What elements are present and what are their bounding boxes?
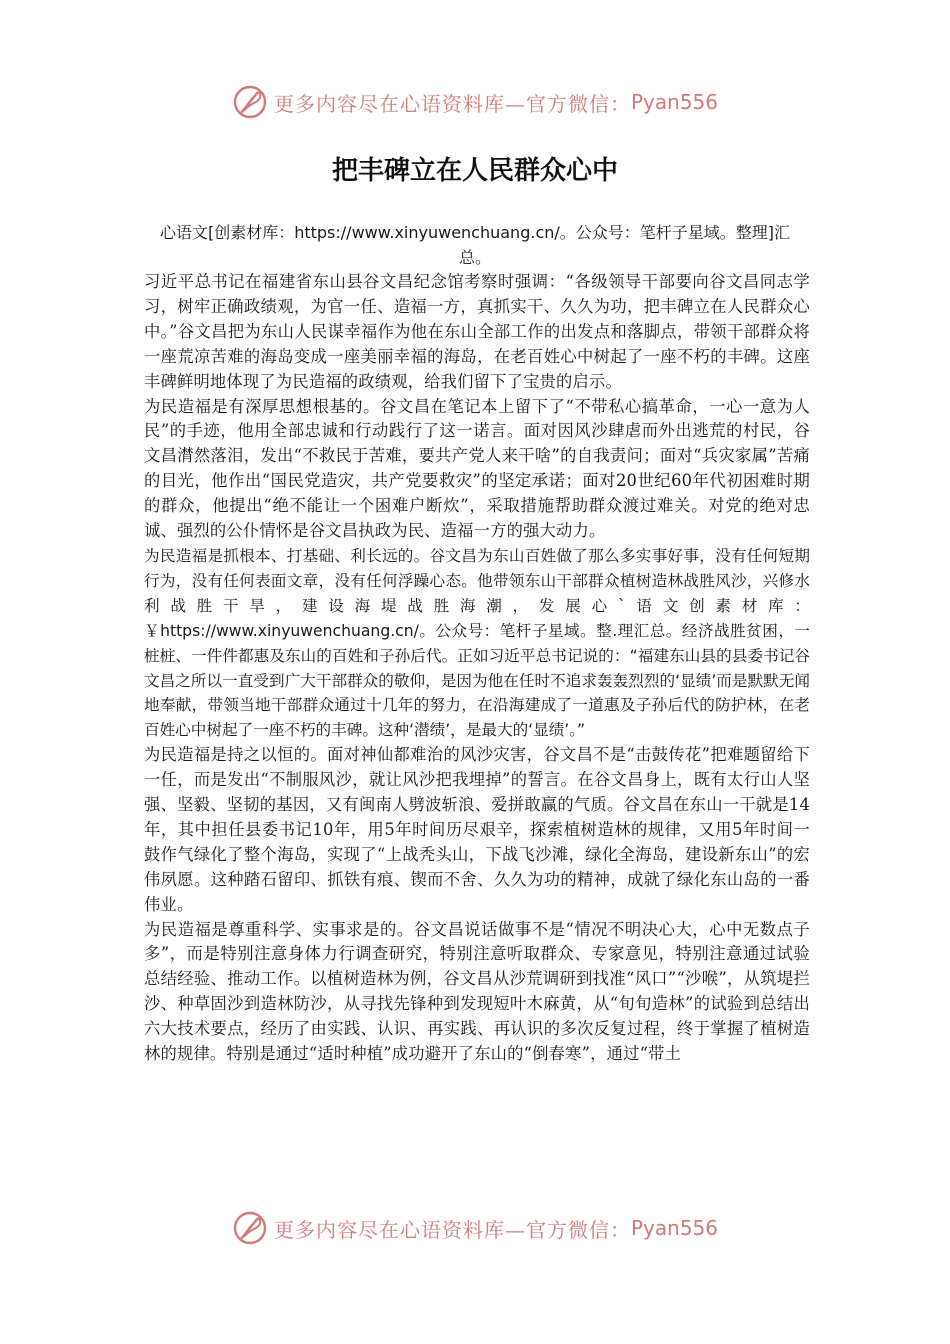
banner-wechat-id: Pyan556 [630, 1216, 718, 1240]
source-line: 心语文[创素材库：https://www.xinyuwenchuang.cn/。公众号：笔杆子星域。整理]汇总。 [159, 223, 791, 267]
banner-text: 更多内容尽在心语资料库—官方微信： [273, 1217, 631, 1242]
paragraph-4: 为民造福是持之以恒的。面对神仙都难治的风沙灾害，谷文昌不是“击鼓传花”把难题留给下一任，而是发出“不制服风沙，就让风沙把我埋掉”的誓言。在谷文昌身上，既有太行山人坚强、坚毅、坚韧的基因，又有闽南人劈波斩浪、爱拼敢赢的气质。谷文昌在东山一干就是14年，其中担任县委书记10年，用5年时间历尽艰辛，探索植树造林的规律，又用5年时间一鼓作气绿化了整个海岛，实现了“上战秃头山，下战飞沙滩，绿化全海岛，建设新东山”的宏伟夙愿。这种踏石留印、抓铁有痕、锲而不舍、久久为功的精神，成就了绿化东山岛的一番伟业。 [144, 745, 810, 914]
page-title: 把丰碑立在人民群众心中 [331, 156, 618, 186]
banner-wechat-id: Pyan556 [630, 90, 718, 114]
article-body [144, 270, 810, 1190]
paragraph-3: 为民造福是抓根本、打基础、利长远的。谷文昌为东山百姓做了那么多实事好事，没有任何短期行为，没有任何表面文章，没有任何浮躁心态。他带领东山干部群众植树造林战胜风沙，兴修水利战胜干旱，建设海堤战胜海潮，发展心`语文创素材库：￥https://www.xinyuwenchuang.cn/。公众号：笔杆子星域。整.理汇总。经济战胜贫困，一桩桩、一件件都惠及东山的百姓和子孙后代。正如习近平总书记说的：“福建东山县的县委书记谷文昌之所以一直受到广大干部群众的敬仰，是因为他在任时不追求轰轰烈烈的‘显绩’而是默默无闻地奉献，带领当地干部群众通过十几年的努力，在沿海建成了一道惠及子孙后代的防护林，在老百姓心中树起了一座不朽的丰碑。这种‘潜绩’，是最大的‘显绩’。” [144, 546, 810, 740]
paragraph-5: 为民造福是尊重科学、实事求是的。谷文昌说话做事不是“情况不明决心大，心中无数点子多”，而是特别注意身体力行调查研究，特别注意听取群众、专家意见，特别注意通过试验总结经验、推动工作。以植树造林为例，谷文昌从沙荒调研到找准“风口”“沙喉”，从筑堤拦沙、种草固沙到造林防沙，从寻找先锋种到发现短叶木麻黄，从“旬旬造林”的试验到总结出六大技术要点，经历了由实践、认识、再实践、再认识的多次反复过程，终于掌握了植树造林的规律。特别是通过“适时种植”成功避开了东山的“倒春寒”，通过“带土 [144, 919, 810, 1064]
header-banner [0, 80, 950, 124]
quill-logo-icon [232, 84, 268, 120]
banner-text: 更多内容尽在心语资料库—官方微信： [273, 91, 631, 116]
footer-banner [0, 1206, 950, 1250]
paragraph-1: 习近平总书记在福建省东山县谷文昌纪念馆考察时强调：“各级领导干部要向谷文昌同志学习，树牢正确政绩观，为官一任、造福一方，真抓实干、久久为功，把丰碑立在人民群众心中。”谷文昌把为东山人民谋幸福作为他在东山全部工作的出发点和落脚点，带领干部群众将一座荒凉苦难的海岛变成一座美丽幸福的海岛，在老百姓心中树起了一座不朽的丰碑。这座丰碑鲜明地体现了为民造福的政绩观，给我们留下了宝贵的启示。 [144, 272, 810, 391]
quill-logo-icon [232, 1210, 268, 1246]
paragraph-2: 为民造福是有深厚思想根基的。谷文昌在笔记本上留下了“不带私心搞革命，一心一意为人民”的手迹，他用全部忠诚和行动践行了这一诺言。面对因风沙肆虐而外出逃荒的村民，谷文昌潸然落泪，发出“不救民于苦难，要共产党人来干啥”的自我责问；面对“兵灾家属”苦痛的目光，他作出“国民党造灾，共产党要救灾”的坚定承诺；面对20世纪60年代初困难时期的群众，他提出“绝不能让一个困难户断炊”，采取措施帮助群众渡过难关。对党的绝对忠诚、强烈的公仆情怀是谷文昌执政为民、造福一方的强大动力。 [144, 396, 810, 541]
